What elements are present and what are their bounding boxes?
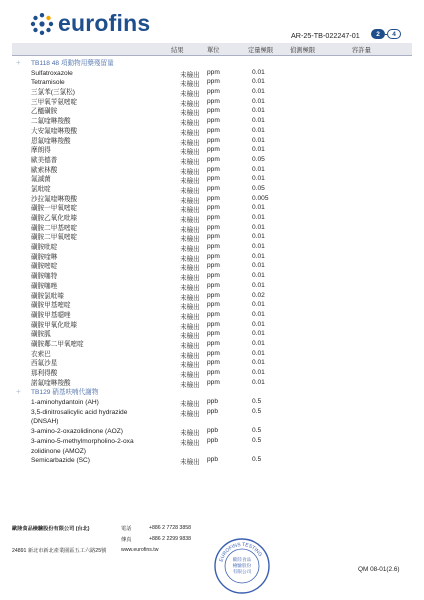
table-row	[12, 117, 412, 127]
result-value: 未檢出	[180, 187, 200, 195]
result-value: 未檢出	[180, 178, 200, 186]
table-row	[12, 262, 412, 272]
unit-value: ppm	[207, 262, 220, 270]
unit-value: ppm	[207, 88, 220, 96]
analyte-name: 3-amino-2-oxazolidinone (AOZ)	[31, 428, 123, 436]
company-seal-icon	[213, 537, 271, 595]
unit-value: ppb	[207, 407, 219, 415]
unit-value: ppm	[207, 281, 220, 289]
limit-value: 0.5	[252, 427, 262, 435]
analyte-name: 3-amino-5-methylmorpholino-2-oxa zolidinone (AMOZ)	[31, 437, 134, 455]
result-value: 未檢出	[180, 362, 200, 370]
limit-value: 0.01	[252, 146, 265, 154]
analyte-name: 氟滅菌	[31, 176, 51, 184]
analyte-name: 摩朗得	[31, 147, 51, 155]
result-value: 未檢出	[180, 226, 200, 234]
result-value: 未檢出	[180, 236, 200, 244]
table-row	[12, 137, 412, 147]
limit-value: 0.01	[252, 262, 265, 270]
result-value: 未檢出	[180, 294, 200, 302]
table-row	[12, 204, 412, 214]
table-row	[12, 214, 412, 224]
table-row	[12, 78, 412, 88]
unit-value: ppm	[207, 165, 220, 173]
form-code: QM 08-01(2.6)	[358, 566, 400, 573]
result-value: 未檢出	[180, 139, 200, 147]
unit-value: ppm	[207, 175, 220, 183]
limit-value: 0.01	[252, 214, 265, 221]
report-number: AR-25-TB-022247-01	[291, 31, 360, 40]
table-row	[12, 408, 412, 427]
analyte-name: 沙拉氟喹啉羧酸	[31, 195, 78, 203]
unit-value: ppm	[207, 320, 220, 328]
unit-value: ppm	[207, 146, 220, 154]
unit-value: ppm	[207, 184, 220, 192]
table-row	[12, 107, 412, 117]
limit-value: 0.01	[252, 320, 265, 328]
table-row	[12, 195, 412, 205]
result-value: 未檢出	[180, 265, 200, 273]
analyte-name: Semicarbazide (SC)	[31, 457, 90, 465]
limit-value: 0.01	[252, 339, 265, 347]
limit-value: 0.01	[252, 88, 265, 96]
limit-value: 0.5	[252, 398, 262, 406]
limit-value: 0.005	[252, 194, 269, 202]
table-row	[12, 456, 412, 466]
unit-value: ppm	[207, 126, 220, 134]
limit-value: 0.05	[252, 184, 265, 192]
table-row	[12, 98, 412, 108]
header-quantitation-limit: 定量極限	[248, 47, 274, 54]
table-row	[12, 127, 412, 137]
table-row	[12, 233, 412, 243]
result-value: 未檢出	[180, 439, 200, 447]
analyte-name: 磺胺喹啉	[31, 253, 58, 261]
tel-label: 電話	[121, 526, 132, 532]
section-header	[12, 59, 412, 69]
result-value: 未檢出	[180, 91, 200, 99]
result-value: 未檢出	[180, 168, 200, 176]
tel-number: +886 2 7728 3858	[149, 525, 191, 531]
unit-value: ppm	[207, 272, 220, 280]
analyte-name: 磺胺噻唑	[31, 282, 58, 290]
total-pages-badge: 4	[387, 29, 401, 39]
table-row	[12, 224, 412, 234]
eurofins-dots-icon	[30, 12, 54, 36]
unit-value: ppb	[207, 436, 219, 444]
limit-value: 0.01	[252, 97, 265, 105]
unit-value: ppm	[207, 378, 220, 386]
limit-value: 0.01	[252, 243, 265, 251]
unit-value: ppm	[207, 194, 220, 202]
result-value: 未檢出	[180, 313, 200, 321]
table-row	[12, 398, 412, 408]
analyte-name: Tetramisole	[31, 79, 65, 87]
unit-value: ppb	[207, 427, 219, 435]
limit-value: 0.01	[252, 223, 265, 231]
unit-value: ppm	[207, 107, 220, 115]
result-value: 未檢出	[180, 81, 200, 89]
result-value: 未檢出	[180, 372, 200, 379]
limit-value: 0.01	[252, 281, 265, 289]
limit-value: 0.01	[252, 117, 265, 125]
header-allowed-limit: 容許量	[352, 47, 371, 54]
eurofins-logo	[30, 10, 150, 37]
fax-number: +886 2 2299 9838	[149, 536, 191, 542]
table-row	[12, 369, 412, 379]
limit-value: 0.5	[252, 456, 262, 464]
limit-value: 0.01	[252, 349, 265, 357]
result-value: 未檢出	[180, 401, 200, 409]
table-row	[12, 301, 412, 311]
section-title: TB129 硝基呋喃代謝物	[31, 389, 99, 397]
limit-value: 0.01	[252, 126, 265, 134]
analyte-name: 衣索巴	[31, 350, 51, 358]
analyte-name: 恩氟喹啉羧酸	[31, 137, 71, 145]
limit-value: 0.01	[252, 272, 265, 280]
unit-value: ppm	[207, 310, 220, 318]
table-row	[12, 292, 412, 302]
analyte-name: 歐索林酸	[31, 166, 58, 174]
unit-value: ppm	[207, 252, 220, 260]
current-page-badge: 2	[371, 29, 385, 39]
limit-value: 0.5	[252, 436, 262, 444]
unit-value: ppm	[207, 223, 220, 231]
section-header	[12, 388, 412, 398]
table-row	[12, 321, 412, 331]
analyte-name: 西氟沙星	[31, 360, 58, 368]
table-row	[12, 175, 412, 185]
result-value: 未檢出	[180, 217, 200, 224]
result-value: 未檢出	[180, 149, 200, 157]
limit-value: 0.01	[252, 378, 265, 386]
analyte-name: 二氟喹啉羧酸	[31, 118, 71, 126]
seal-ring-text: EUROFINS TESTING	[218, 541, 264, 563]
table-row	[12, 282, 412, 292]
table-row	[12, 311, 412, 321]
limit-value: 0.01	[252, 252, 265, 260]
limit-value: 0.02	[252, 291, 265, 299]
result-value: 未檢出	[180, 275, 200, 283]
table-row	[12, 437, 412, 456]
analyte-name: 3,5-dinitrosalicylic acid hydrazide (DNSAH)	[31, 408, 128, 426]
limit-value: 0.5	[252, 407, 262, 415]
table-row	[12, 272, 412, 282]
limit-value: 0.01	[252, 310, 265, 318]
unit-value: ppm	[207, 243, 220, 251]
analyte-name: 歐美德普	[31, 156, 58, 164]
result-value: 未檢出	[180, 71, 200, 79]
unit-value: ppm	[207, 97, 220, 105]
analyte-name: 磺胺吡啶	[31, 244, 58, 252]
table-row	[12, 427, 412, 437]
analyte-name: 三氯苯(三氯松)	[31, 89, 75, 97]
page-indicator	[371, 29, 401, 39]
header-detection-limit: 偵測極限	[290, 47, 316, 54]
result-value: 未檢出	[180, 430, 200, 438]
table-row	[12, 253, 412, 263]
limit-value: 0.01	[252, 78, 265, 86]
table-row	[12, 185, 412, 195]
analyte-name: 磺胺嘧啶	[31, 263, 58, 271]
limit-value: 0.01	[252, 136, 265, 144]
analyte-name: Sulfatroxazole	[31, 69, 73, 77]
table-header	[12, 43, 412, 56]
table-row	[12, 88, 412, 98]
unit-value: ppm	[207, 78, 220, 86]
analyte-name: 1-aminohydantoin (AH)	[31, 399, 99, 407]
result-value: 未檢出	[180, 459, 200, 467]
result-value: 未檢出	[180, 120, 200, 128]
result-value: 未檢出	[180, 207, 200, 215]
analyte-name: 大安氟喹啉羧酸	[31, 127, 78, 135]
plus-icon: +	[16, 387, 21, 397]
unit-value: ppm	[207, 349, 220, 357]
result-value: 未檢出	[180, 333, 200, 341]
result-value: 未檢出	[180, 110, 200, 118]
table-row	[12, 340, 412, 350]
result-value: 未檢出	[180, 323, 200, 331]
result-value: 未檢出	[180, 246, 200, 254]
limit-value: 0.01	[252, 359, 265, 367]
result-value: 未檢出	[180, 158, 200, 166]
unit-value: ppm	[207, 233, 220, 241]
limit-value: 0.01	[252, 175, 265, 183]
result-value: 未檢出	[180, 255, 200, 263]
limit-value: 0.05	[252, 155, 265, 163]
brand-name: eurofins	[58, 10, 151, 36]
table-row	[12, 359, 412, 369]
table-row	[12, 156, 412, 166]
analyte-name: 諾氟喹啉羧酸	[31, 379, 71, 387]
section-title: TB118 48 項動物用藥殘留量	[31, 60, 114, 67]
result-value: 未檢出	[180, 197, 200, 205]
analyte-name: 磺胺甲基噁唑	[31, 311, 71, 319]
analyte-name: 三甲氧苄氨嘧啶	[31, 98, 78, 106]
result-value: 未檢出	[180, 304, 200, 312]
table-row	[12, 379, 412, 389]
unit-value: ppm	[207, 214, 220, 221]
limit-value: 0.01	[252, 330, 265, 338]
unit-value: ppb	[207, 398, 219, 406]
limit-value: 0.01	[252, 204, 265, 212]
unit-value: ppm	[207, 291, 220, 299]
company-address: 24891 新北市新北產業園區五工六路25號	[12, 548, 107, 554]
analyte-name: 磺胺二甲基嘧啶	[31, 224, 78, 232]
unit-value: ppm	[207, 330, 220, 338]
limit-value: 0.01	[252, 68, 265, 76]
unit-value: ppm	[207, 369, 220, 376]
unit-value: ppm	[207, 117, 220, 125]
analyte-name: 那利得酸	[31, 370, 58, 377]
unit-value: ppm	[207, 204, 220, 212]
result-value: 未檢出	[180, 352, 200, 360]
header-unit: 單位	[207, 47, 220, 54]
result-value: 未檢出	[180, 100, 200, 108]
unit-value: ppm	[207, 68, 220, 76]
analyte-name: 磺胺一甲氧嘧啶	[31, 205, 78, 213]
limit-value: 0.01	[252, 369, 265, 376]
unit-value: ppm	[207, 339, 220, 347]
company-name: 歐陸食品檢驗股份有限公司 (台北)	[12, 526, 90, 532]
analyte-name: 磺胺氯吡嗪	[31, 292, 64, 300]
table-row	[12, 243, 412, 253]
result-value: 未檢出	[180, 284, 200, 292]
result-value: 未檢出	[180, 381, 200, 389]
seal-center-text: 歐陸食品檢驗股份有限公司	[232, 558, 252, 575]
analyte-name: 乙醯磺胺	[31, 108, 58, 116]
result-value: 未檢出	[180, 342, 200, 350]
unit-value: ppm	[207, 155, 220, 163]
analyte-name: 磺胺甲氧化吡嗪	[31, 321, 78, 329]
analyte-name: 氯吡啶	[31, 185, 51, 193]
analyte-name: 磺胺二甲氧嘧啶	[31, 234, 78, 242]
fax-label: 傳真	[121, 537, 132, 543]
limit-value: 0.01	[252, 233, 265, 241]
analyte-name: 磺胺鄰二甲氧嘧啶	[31, 340, 84, 348]
table-row	[12, 166, 412, 176]
result-value: 未檢出	[180, 129, 200, 137]
analyte-name: 磺胺甲基嘧啶	[31, 302, 71, 310]
limit-value: 0.01	[252, 165, 265, 173]
table-row	[12, 69, 412, 79]
unit-value: ppm	[207, 136, 220, 144]
unit-value: ppm	[207, 301, 220, 309]
analyte-name: 磺胺噻特	[31, 273, 58, 281]
plus-icon: +	[16, 58, 21, 67]
analyte-name: 磺胺胍	[31, 331, 51, 339]
limit-value: 0.01	[252, 301, 265, 309]
website: www.eurofins.tw	[121, 547, 159, 553]
analyte-name: 磺胺乙氧化吡嗪	[31, 215, 78, 222]
limit-value: 0.01	[252, 107, 265, 115]
unit-value: ppb	[207, 456, 219, 464]
results-table	[12, 59, 412, 466]
result-value: 未檢出	[180, 410, 200, 418]
table-row	[12, 350, 412, 360]
unit-value: ppm	[207, 359, 220, 367]
header-result: 結果	[171, 47, 184, 54]
table-row	[12, 146, 412, 156]
table-row	[12, 330, 412, 340]
